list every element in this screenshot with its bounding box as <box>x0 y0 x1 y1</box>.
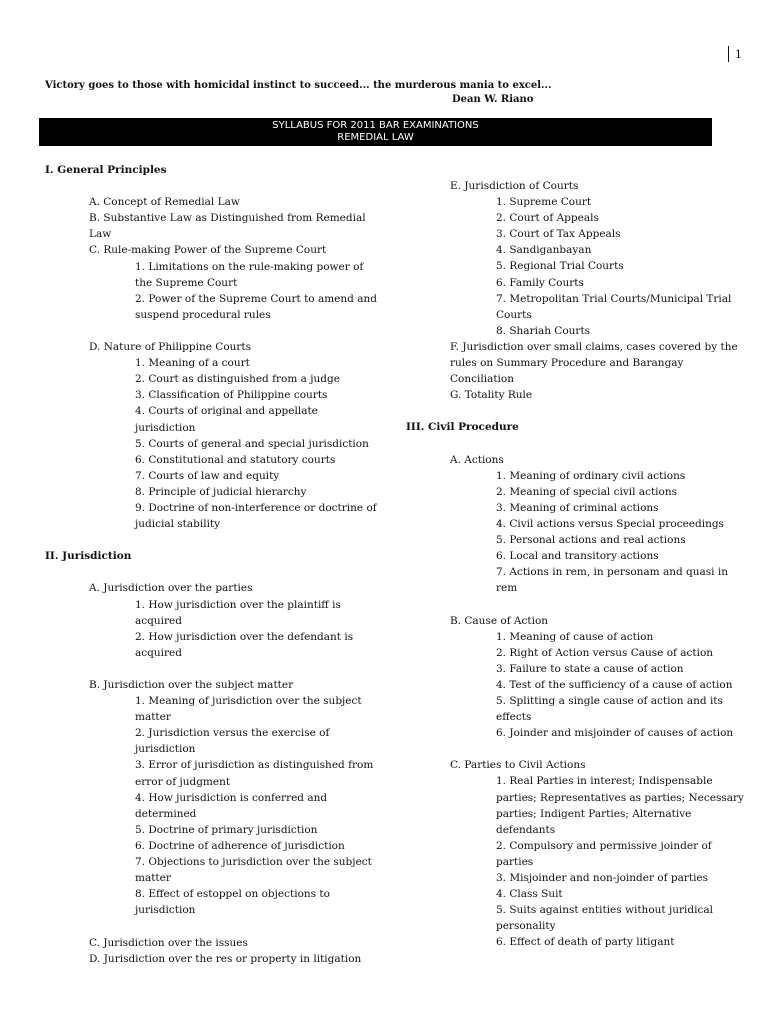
outline-item: 8. Effect of estoppel on objections to <box>135 888 330 901</box>
outline-item: 7. Objections to jurisdiction over the subject <box>135 856 372 869</box>
outline-item: 3. Error of jurisdiction as distinguished from <box>135 759 374 772</box>
outline-item: 1. Meaning of ordinary civil actions <box>496 469 686 482</box>
page-number <box>728 46 742 62</box>
outline-item: D. Jurisdiction over the res or property in litigation <box>89 952 362 965</box>
outline-item: 2. Power of the Supreme Court to amend and <box>135 292 377 305</box>
outline-item: 6. Effect of death of party litigant <box>496 936 675 949</box>
outline-item: 7. Courts of law and equity <box>135 469 280 482</box>
outline-item: 5. Courts of general and special jurisdiction <box>135 437 369 450</box>
outline-item: D. Nature of Philippine Courts <box>89 341 252 354</box>
outline-item: judicial stability <box>135 518 221 531</box>
outline-item: A. Actions <box>450 453 504 466</box>
outline-item: 1. Meaning of jurisdiction over the subject <box>135 695 362 708</box>
outline-item: 4. Test of the sufficiency of a cause of action <box>496 678 733 691</box>
page-number-text: 1 <box>735 47 742 61</box>
outline-item: C. Jurisdiction over the issues <box>89 936 248 949</box>
outline-item: acquired <box>135 646 182 659</box>
outline-item: personality <box>496 920 556 933</box>
outline-item: 9. Doctrine of non-interference or doctrine of <box>135 501 377 514</box>
outline-item: 4. How jurisdiction is conferred and <box>135 791 328 804</box>
outline-item: jurisdiction <box>135 743 196 756</box>
outline-item: 8. Shariah Courts <box>496 324 591 337</box>
outline-item: rem <box>496 582 518 595</box>
outline-item: acquired <box>135 614 182 627</box>
section-heading: I. General Principles <box>45 164 167 176</box>
outline-item: C. Rule-making Power of the Supreme Court <box>89 244 327 257</box>
outline-item: 2. Court as distinguished from a judge <box>135 373 340 386</box>
outline-item: 6. Local and transitory actions <box>496 550 659 563</box>
outline-item: suspend procedural rules <box>135 308 271 321</box>
outline-item: 3. Court of Tax Appeals <box>496 228 621 241</box>
outline-item: 2. How jurisdiction over the defendant is <box>135 630 354 643</box>
epigraph-author: Dean W. Riano <box>452 94 534 105</box>
outline-item: 3. Failure to state a cause of action <box>496 662 684 675</box>
outline-item: 5. Suits against entities without juridical <box>496 904 713 917</box>
outline-item: matter <box>135 872 171 885</box>
outline-item: 1. Real Parties in interest; Indispensable <box>496 775 713 788</box>
outline-item: 6. Constitutional and statutory courts <box>135 453 336 466</box>
outline-item: jurisdiction <box>135 904 196 917</box>
outline-item: 3. Meaning of criminal actions <box>496 501 659 514</box>
page-number-divider <box>728 46 729 62</box>
outline-item: 2. Compulsory and permissive joinder of <box>496 839 712 852</box>
left-column <box>45 162 375 967</box>
outline-item: 6. Family Courts <box>496 276 584 289</box>
outline-item: 6. Joinder and misjoinder of causes of action <box>496 727 734 740</box>
spacer <box>406 741 736 757</box>
spacer <box>45 178 375 194</box>
outline-item: 1. How jurisdiction over the plaintiff is <box>135 598 341 611</box>
outline-item: Conciliation <box>450 373 514 386</box>
right-column <box>406 178 744 951</box>
spacer <box>406 436 736 452</box>
outline-item: 1. Meaning of cause of action <box>496 630 654 643</box>
outline-item: error of judgment <box>135 775 231 788</box>
outline-item: 5. Regional Trial Courts <box>496 260 624 273</box>
outline-item: C. Parties to Civil Actions <box>450 759 586 772</box>
banner-title: SYLLABUS FOR 2011 BAR EXAMINATIONS <box>272 120 479 131</box>
outline-item: parties; Representatives as parties; Necessary <box>496 791 744 804</box>
outline-item: 2. Jurisdiction versus the exercise of <box>135 727 330 740</box>
spacer <box>45 323 375 339</box>
outline-item: Courts <box>496 308 532 321</box>
outline-item: 2. Court of Appeals <box>496 212 599 225</box>
outline-item: 4. Civil actions versus Special proceedings <box>496 517 724 530</box>
outline-item: 4. Sandiganbayan <box>496 244 592 257</box>
spacer <box>45 661 375 677</box>
title-banner <box>39 118 712 146</box>
outline-item: 6. Doctrine of adherence of jurisdiction <box>135 839 345 852</box>
outline-item: F. Jurisdiction over small claims, cases covered by the <box>450 340 738 353</box>
outline-item: 5. Splitting a single cause of action and its <box>496 695 723 707</box>
section-heading: III. Civil Procedure <box>406 421 519 434</box>
outline-item: 4. Courts of original and appellate <box>135 405 318 418</box>
outline-item: the Supreme Court <box>135 276 238 289</box>
spacer <box>406 403 736 419</box>
outline-item: jurisdiction <box>135 421 196 434</box>
spacer <box>45 564 375 580</box>
outline-item: Law <box>89 228 112 241</box>
outline-item: 7. Metropolitan Trial Courts/Municipal Trial <box>496 292 732 305</box>
section-heading: II. Jurisdiction <box>45 550 132 563</box>
outline-item: B. Cause of Action <box>450 614 549 627</box>
outline-item: parties <box>496 855 534 868</box>
outline-item: G. Totality Rule <box>450 389 533 402</box>
outline-item: 8. Principle of judicial hierarchy <box>135 485 307 498</box>
outline-item: 3. Misjoinder and non-joinder of parties <box>496 872 709 885</box>
outline-item: 7. Actions in rem, in personam and quasi in <box>496 566 728 579</box>
spacer <box>45 918 375 934</box>
outline-item: 1. Limitations on the rule-making power of <box>135 260 364 273</box>
outline-item: 5. Personal actions and real actions <box>496 534 686 547</box>
outline-item: B. Jurisdiction over the subject matter <box>89 679 294 691</box>
outline-item: 2. Meaning of special civil actions <box>496 485 678 498</box>
outline-item: matter <box>135 711 171 724</box>
outline-item: defendants <box>496 823 556 836</box>
outline-item: 5. Doctrine of primary jurisdiction <box>135 823 318 836</box>
outline-item: 3. Classification of Philippine courts <box>135 389 328 402</box>
outline-item: 1. Meaning of a court <box>135 357 250 370</box>
outline-item: E. Jurisdiction of Courts <box>450 180 579 192</box>
outline-item: A. Jurisdiction over the parties <box>89 582 253 595</box>
outline-item: 4. Class Suit <box>496 888 563 901</box>
outline-item: 1. Supreme Court <box>496 196 592 209</box>
epigraph-quote: Victory goes to those with homicidal instinct to succeed... the murderous mania to excel... <box>45 80 552 91</box>
outline-item: determined <box>135 807 197 820</box>
outline-item: rules on Summary Procedure and Barangay <box>450 357 684 370</box>
outline-item: effects <box>496 711 532 724</box>
spacer <box>45 532 375 548</box>
banner-subtitle: REMEDIAL LAW <box>337 132 414 143</box>
spacer <box>406 596 736 612</box>
outline-item: 2. Right of Action versus Cause of action <box>496 646 714 659</box>
outline-item: parties; Indigent Parties; Alternative <box>496 807 692 820</box>
outline-item: B. Substantive Law as Distinguished from Remedial <box>89 212 366 225</box>
outline-item: A. Concept of Remedial Law <box>89 196 240 209</box>
